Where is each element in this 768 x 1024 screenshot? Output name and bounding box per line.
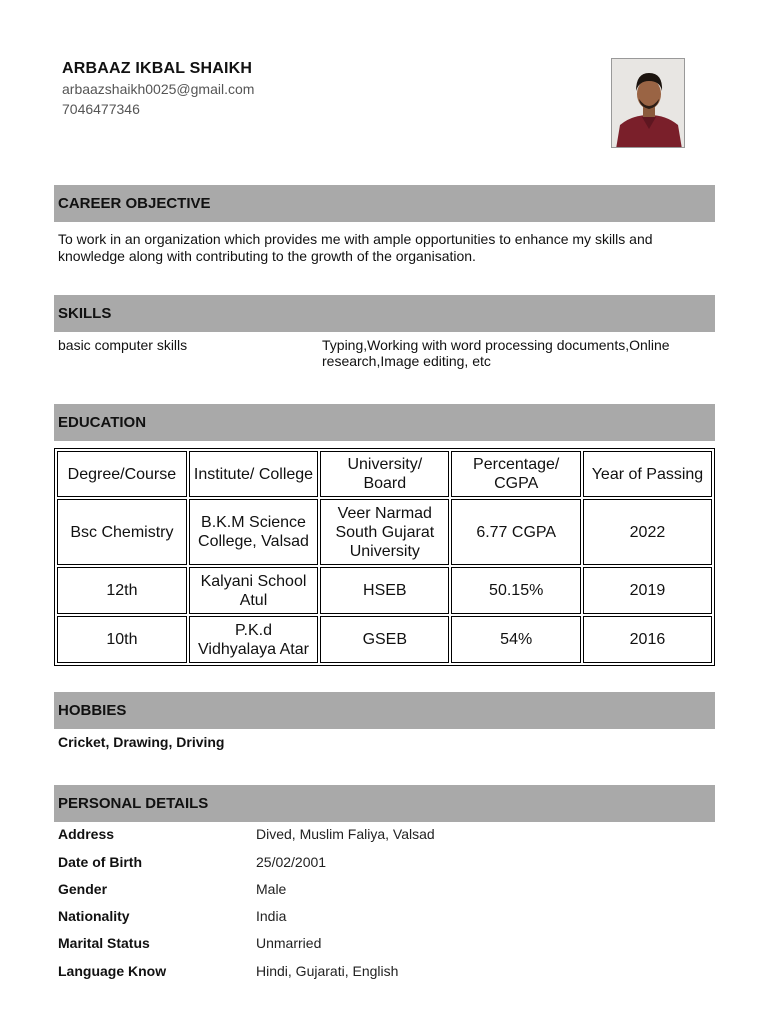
- detail-value: Hindi, Gujarati, English: [256, 963, 399, 979]
- section-title: PERSONAL DETAILS: [58, 795, 209, 812]
- detail-row-nationality: [58, 908, 708, 928]
- section-title: CAREER OBJECTIVE: [58, 195, 211, 212]
- profile-photo: [611, 58, 685, 148]
- section-personal-details-header: [54, 785, 715, 822]
- phone-number: 7046477346: [62, 101, 140, 117]
- table-cell: GSEB: [320, 616, 449, 663]
- candidate-name: ARBAAZ IKBAL SHAIKH: [62, 60, 253, 77]
- skills-detail: Typing,Working with word processing documents,Online research,Image editing, etc: [322, 337, 670, 369]
- detail-value: Unmarried: [256, 935, 322, 951]
- detail-label: Gender: [58, 881, 108, 897]
- detail-value: 25/02/2001: [256, 854, 327, 870]
- table-cell: 6.77 CGPA: [451, 499, 580, 565]
- table-cell: P.K.d Vidhyalaya Atar: [189, 616, 318, 663]
- detail-row-marital-status: [58, 935, 708, 955]
- section-title: SKILLS: [58, 305, 112, 322]
- hobbies-text: Cricket, Drawing, Driving: [58, 734, 225, 750]
- table-cell: 2022: [583, 499, 712, 565]
- detail-row-address: [58, 826, 708, 846]
- detail-label: Language Know: [58, 963, 167, 979]
- section-hobbies-header: [54, 692, 715, 729]
- detail-label: Marital Status: [58, 935, 150, 951]
- section-skills-header: [54, 295, 715, 332]
- table-header-cell: Institute/ College: [189, 451, 318, 497]
- table-cell: B.K.M Science College, Valsad: [189, 499, 318, 565]
- career-objective-text: To work in an organization which provides me with ample opportunities to enhance my skills and knowledge along with contributing to the growth of the organisation.: [58, 231, 653, 264]
- table-cell: 54%: [451, 616, 580, 663]
- email-address: arbaazshaikh0025@gmail.com: [62, 81, 255, 97]
- detail-row-language: [58, 963, 708, 983]
- detail-value: India: [256, 908, 287, 924]
- section-education-header: [54, 404, 715, 441]
- table-header-cell: Degree/Course: [57, 451, 187, 497]
- detail-value: Dived, Muslim Faliya, Valsad: [256, 826, 435, 842]
- table-header-cell: University/ Board: [320, 451, 449, 497]
- table-header-cell: Percentage/ CGPA: [451, 451, 580, 497]
- detail-label: Nationality: [58, 908, 130, 924]
- education-table: [54, 448, 715, 666]
- table-cell: 2016: [583, 616, 712, 663]
- detail-label: Date of Birth: [58, 854, 142, 870]
- table-cell: Bsc Chemistry: [57, 499, 187, 565]
- table-cell: Kalyani School Atul: [189, 567, 318, 614]
- section-title: EDUCATION: [58, 414, 147, 431]
- table-cell: Veer Narmad South Gujarat University: [320, 499, 449, 565]
- table-cell: HSEB: [320, 567, 449, 614]
- table-row: [57, 616, 712, 663]
- table-cell: 2019: [583, 567, 712, 614]
- table-cell: 12th: [57, 567, 187, 614]
- section-title: HOBBIES: [58, 702, 127, 719]
- table-row: [57, 567, 712, 614]
- section-career-objective-header: [54, 185, 715, 222]
- detail-row-dob: [58, 854, 708, 874]
- table-cell: 10th: [57, 616, 187, 663]
- detail-label: Address: [58, 826, 115, 842]
- table-cell: 50.15%: [451, 567, 580, 614]
- table-header-cell: Year of Passing: [583, 451, 712, 497]
- skills-basic: basic computer skills: [58, 337, 188, 353]
- detail-value: Male: [256, 881, 287, 897]
- table-header-row: [57, 451, 712, 497]
- table-row: [57, 499, 712, 565]
- detail-row-gender: [58, 881, 708, 901]
